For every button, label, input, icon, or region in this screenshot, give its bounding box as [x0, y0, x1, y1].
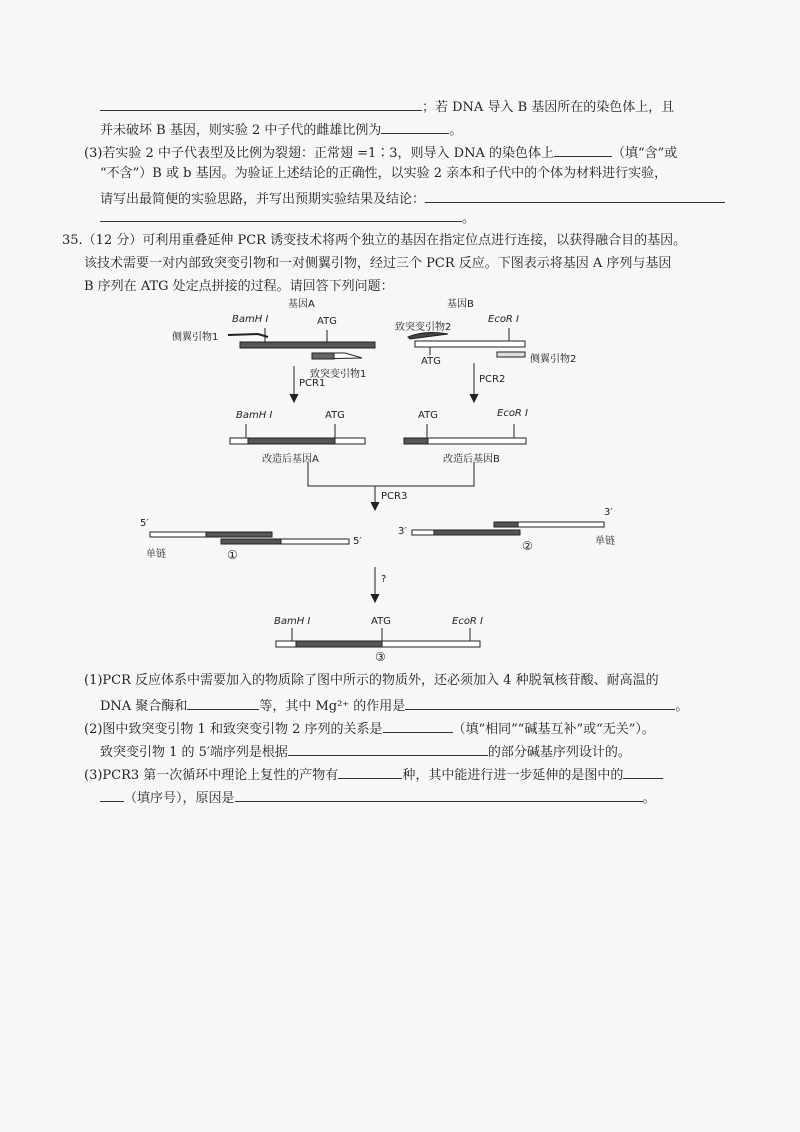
answer-blank[interactable]: [383, 718, 453, 733]
bamhi-label: BamH Ⅰ: [232, 314, 269, 325]
final-white-right: [382, 641, 480, 647]
atg-label-mod-b: ATG: [418, 410, 438, 421]
modified-b-dark: [404, 438, 428, 444]
final-dark: [296, 641, 382, 647]
answer-blank[interactable]: [288, 741, 488, 756]
modified-a-white-right: [335, 438, 365, 444]
single-strand-label-1: 单链: [146, 549, 166, 560]
text: DNA 聚合酶和: [100, 699, 188, 714]
strand-1-bottom-dark: [221, 539, 281, 544]
a3-line-1: [84, 764, 663, 785]
pcr2-label: PCR2: [479, 374, 506, 385]
text: （填“相同”“碱基互补”或“无关”）。: [452, 722, 655, 737]
ecori-label-mod: EcoR Ⅰ: [497, 408, 529, 419]
single-strand-label-2: 单链: [595, 536, 615, 547]
atg-label-a: ATG: [317, 316, 337, 327]
answer-blank[interactable]: [338, 764, 402, 779]
a2-line-1: [84, 718, 655, 739]
modified-b-label: 改造后基因B: [443, 454, 500, 465]
modified-a-white-left: [230, 438, 248, 444]
text: (1)PCR 反应体系中需要加入的物质除了图中所示的物质外，还必须加入 4 种脱氧核苷酸、耐高温的: [84, 673, 659, 688]
answer-blank[interactable]: [187, 695, 259, 710]
three-prime-label-1: 3′: [398, 526, 407, 537]
flank-primer-1-label: 侧翼引物1: [172, 332, 219, 343]
text: 的部分碱基序列设计的。: [487, 745, 631, 760]
answer-blank[interactable]: [100, 787, 124, 802]
a1-line-1: [84, 672, 659, 690]
flank-primer-2-shape: [497, 352, 525, 357]
text: (3)若实验 2 中子代表型及比例为裂翅：正常翅 =1∶3，则导入 DNA 的染色体上: [84, 146, 554, 161]
final-white-left: [276, 641, 296, 647]
a3-line-2: [100, 787, 656, 808]
flank-primer-1-shape: [228, 334, 268, 337]
atg-label-final: ATG: [371, 616, 391, 627]
bamhi-label-final: BamH Ⅰ: [274, 616, 311, 627]
three-prime-label-2: 3′: [604, 507, 613, 518]
answer-blank[interactable]: [235, 787, 643, 802]
text: (2)图中致突变引物 1 和致突变引物 2 序列的关系是: [84, 722, 383, 737]
text: 35.（12 分）可利用重叠延伸 PCR 诱变技术将两个独立的基因在指定位点进行连接，以获得融合目的基因。: [62, 233, 687, 248]
answer-blank[interactable]: [405, 695, 675, 710]
five-prime-label-1: 5′: [140, 518, 149, 529]
text: 。: [462, 211, 476, 226]
five-prime-label-2: 5′: [353, 536, 362, 547]
atg-label-b: ATG: [421, 356, 441, 367]
text: 该技术需要一对内部致突变引物和一对侧翼引物，经过三个 PCR 反应。下图表示将基因 A 序列与基因: [84, 256, 672, 271]
text: ；若 DNA 导入 B 基因所在的染色体上，且: [422, 100, 675, 115]
text: (3)PCR3 第一次循环中理论上复性的产物有: [84, 768, 339, 783]
circle-3-label: ③: [375, 650, 386, 664]
pcr3-label: PCR3: [381, 491, 408, 502]
modified-a-dark: [248, 438, 335, 444]
circle-1-label: ①: [227, 548, 238, 562]
text: 。: [449, 123, 463, 138]
text: 种，其中能进行进一步延伸的是图中的: [402, 768, 624, 783]
strand-2-bottom-white: [412, 530, 434, 535]
mut-primer-2-shape: [408, 333, 448, 339]
ecori-label: EcoR Ⅰ: [488, 314, 520, 325]
answer-blank[interactable]: [623, 764, 663, 779]
text: 并未破坏 B 基因，则实验 2 中子代的雌雄比例为: [100, 123, 382, 138]
text: 。: [642, 791, 656, 806]
mut-primer-2-label: 致突变引物2: [395, 322, 452, 333]
pcr1-label: PCR1: [299, 378, 326, 389]
text: “不含”）B 或 b 基因。为验证上述结论的正确性，以实验 2 亲本和子代中的个体为材料进行实验，: [100, 166, 668, 181]
strand-1-top-white: [150, 532, 206, 537]
ecori-label-final: EcoR Ⅰ: [452, 616, 484, 627]
text: 。: [675, 699, 689, 714]
strand-2-top-dark: [494, 522, 518, 527]
atg-label-mod-a: ATG: [325, 410, 345, 421]
gene-b-strand: [415, 341, 525, 347]
text: （填序号），原因是: [124, 791, 235, 806]
strand-2-top-white: [518, 522, 604, 527]
question-mark-label: ?: [381, 574, 387, 585]
strand-1-top-dark: [206, 532, 272, 537]
modified-b-white: [428, 438, 526, 444]
text: （填“含”或: [611, 146, 678, 161]
text: 等，其中 Mg²⁺ 的作用是: [259, 699, 406, 714]
mut-primer-1-label: 致突变引物1: [310, 369, 367, 380]
bamhi-label-mod: BamH Ⅰ: [236, 410, 273, 421]
text: 致突变引物 1 的 5′端序列是根据: [100, 745, 288, 760]
text: B 序列在 ATG 处定点拼接的过程。请回答下列问题：: [84, 279, 394, 294]
circle-2-label: ②: [522, 539, 533, 553]
gene-b-label: 基因B: [447, 299, 474, 310]
strand-2-bottom-dark: [434, 530, 520, 535]
text: 请写出最简便的实验思路，并写出预期实验结果及结论：: [100, 192, 426, 207]
a2-line-2: [100, 741, 631, 762]
flank-primer-2-label: 侧翼引物2: [530, 354, 577, 365]
gene-a-label: 基因A: [288, 299, 315, 310]
gene-a-dark: [240, 342, 375, 348]
strand-1-bottom-white: [281, 539, 349, 544]
modified-a-label: 改造后基因A: [262, 454, 319, 465]
a1-line-2: [100, 695, 688, 716]
